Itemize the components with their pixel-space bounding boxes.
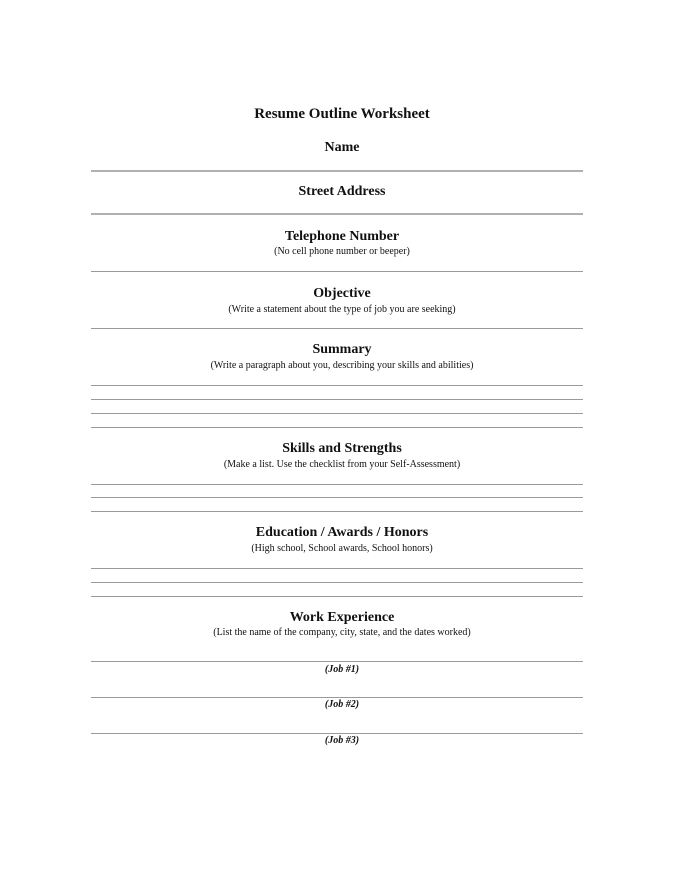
- skills-note: (Make a list. Use the checklist from your Self-Assessment): [223, 459, 461, 470]
- objective-note: (Write a statement about the type of job you are seeking): [228, 304, 456, 315]
- job-3-label: (Job #3): [324, 735, 360, 746]
- job-1-line[interactable]: [91, 661, 583, 662]
- job-2-label: (Job #2): [324, 699, 360, 710]
- skills-line-2[interactable]: [91, 497, 583, 498]
- telephone-heading: Telephone Number: [284, 229, 400, 244]
- skills-line-1[interactable]: [91, 484, 583, 485]
- skills-line-3[interactable]: [91, 511, 583, 512]
- summary-note: (Write a paragraph about you, describing your skills and abilities): [210, 360, 474, 371]
- street-address-heading: Street Address: [298, 184, 386, 199]
- summary-line-1[interactable]: [91, 385, 583, 386]
- worksheet-title: Resume Outline Worksheet: [254, 106, 430, 122]
- education-note: (High school, School awards, School honors): [251, 543, 433, 554]
- education-line-3[interactable]: [91, 596, 583, 597]
- skills-heading: Skills and Strengths: [282, 441, 402, 456]
- education-line-2[interactable]: [91, 582, 583, 583]
- telephone-note: (No cell phone number or beeper): [274, 246, 410, 257]
- work-experience-heading: Work Experience: [289, 610, 395, 625]
- job-1-label: (Job #1): [324, 664, 360, 675]
- summary-line-4[interactable]: [91, 427, 583, 428]
- job-3-line[interactable]: [91, 733, 583, 734]
- objective-heading: Objective: [313, 286, 371, 301]
- street-address-line[interactable]: [91, 213, 583, 215]
- summary-line-3[interactable]: [91, 413, 583, 414]
- objective-line[interactable]: [91, 328, 583, 329]
- education-heading: Education / Awards / Honors: [255, 525, 429, 540]
- summary-heading: Summary: [312, 342, 372, 357]
- work-experience-note: (List the name of the company, city, state, and the dates worked): [213, 627, 471, 638]
- telephone-line[interactable]: [91, 271, 583, 272]
- name-line[interactable]: [91, 170, 583, 172]
- summary-line-2[interactable]: [91, 399, 583, 400]
- education-line-1[interactable]: [91, 568, 583, 569]
- job-2-line[interactable]: [91, 697, 583, 698]
- name-heading: Name: [324, 140, 360, 155]
